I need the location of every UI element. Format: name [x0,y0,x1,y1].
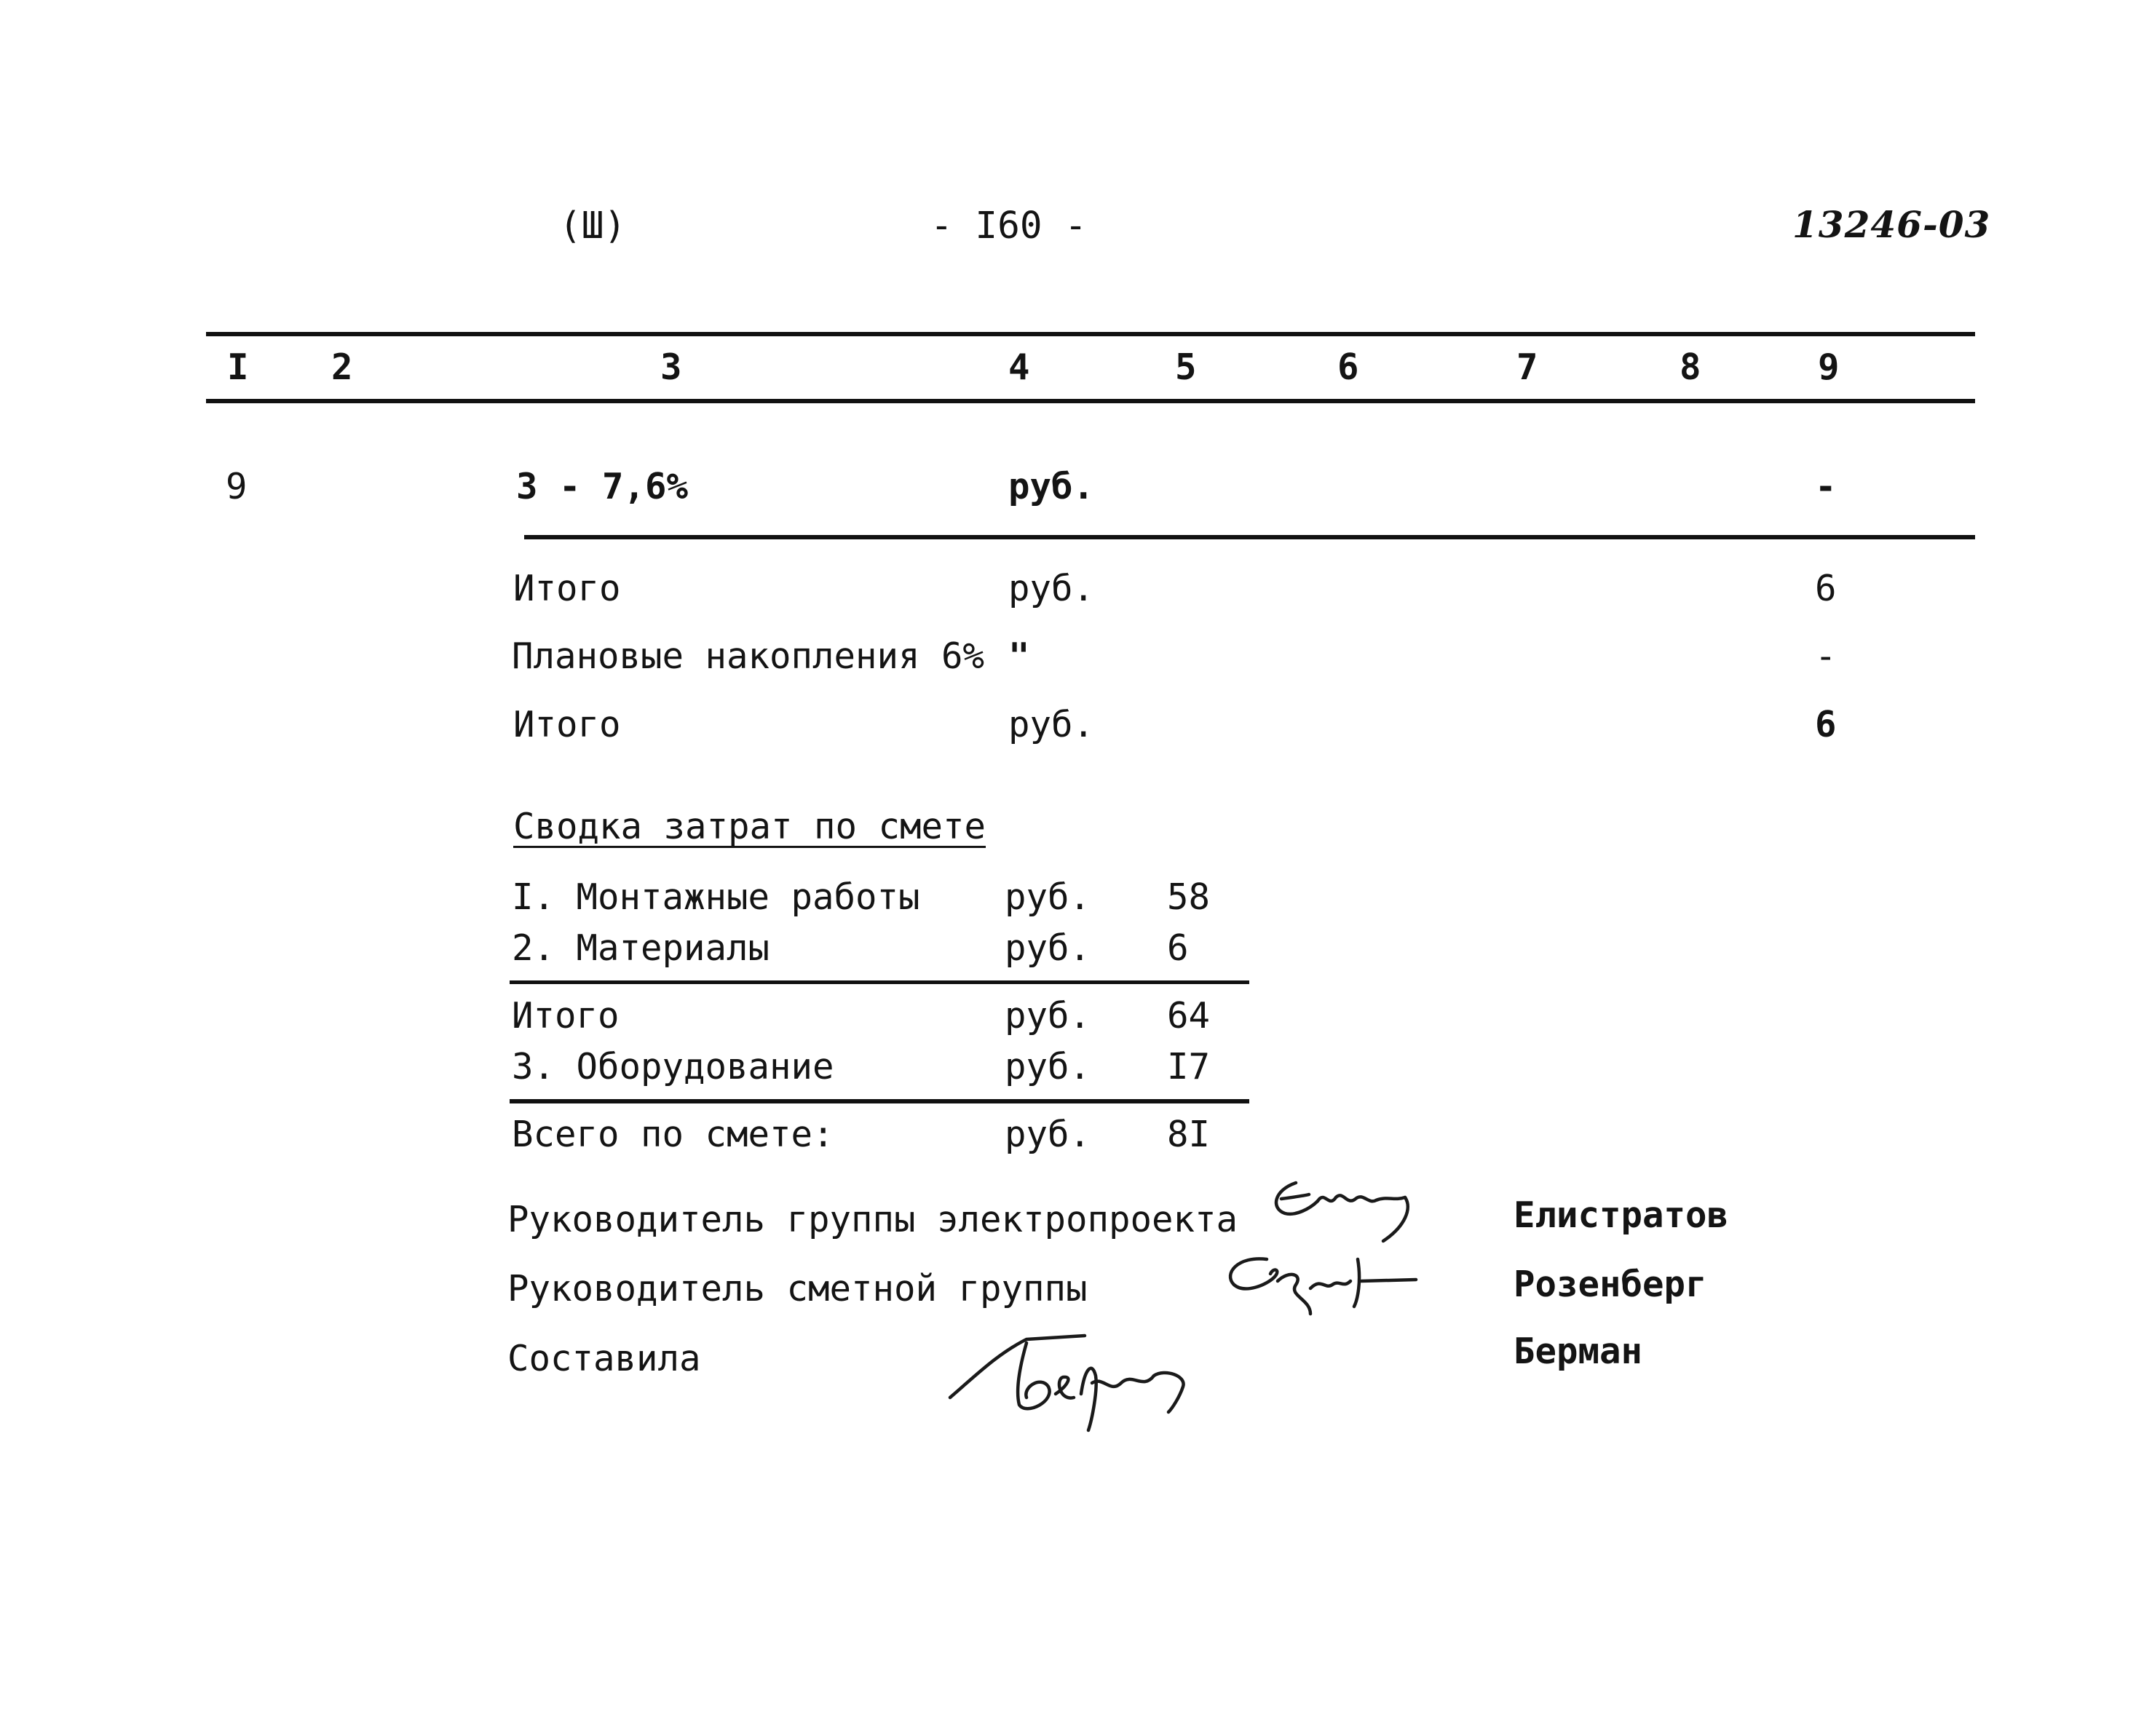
row-unit: руб. [1008,568,1095,609]
summary-item-value: I7 [1167,1046,1211,1087]
section-mark: (Ш) [559,205,627,247]
row-name: Итого [513,704,621,745]
summary-item-unit: руб. [1005,995,1091,1037]
signature-role: Руководитель группы электропроекта [507,1199,1238,1240]
summary-total-name: Всего по смете: [512,1114,834,1155]
summary-item-value: 6 [1167,927,1189,969]
row-value: - [1815,466,1837,507]
row-unit: " [1008,635,1030,677]
table-top-rule [206,332,1975,336]
summary-item-unit: руб. [1005,1046,1091,1087]
row-value: - [1815,635,1837,677]
col-header-6: 6 [1337,346,1359,388]
page-number: - I60 - [930,205,1087,247]
handwritten-signature [1267,1168,1441,1248]
summary-title: Сводка затрат по смете [513,806,986,847]
summary-total-unit: руб. [1005,1114,1091,1155]
summary-rule [510,980,1249,984]
signatory-name: Елистратов [1514,1194,1729,1236]
summary-item-unit: руб. [1005,927,1091,969]
table-header-rule [206,399,1975,403]
handwritten-signature [1216,1245,1427,1325]
row-unit: руб. [1008,704,1095,745]
document-code: 13246-03 [1792,203,1991,246]
summary-total-value: 8I [1167,1114,1211,1155]
col-header-4: 4 [1008,346,1030,388]
summary-item-name: I. Монтажные работы [512,876,920,918]
summary-item-unit: руб. [1005,876,1091,918]
row-value: 6 [1815,568,1837,609]
summary-item-name: 3. Оборудование [512,1046,834,1087]
row-name: Итого [513,568,621,609]
summary-item-name: Итого [512,995,620,1037]
col-header-1: I [227,346,249,388]
col-header-3: 3 [660,346,682,388]
row-value: 6 [1815,704,1837,745]
handwritten-signature [946,1325,1208,1441]
summary-total-rule [510,1099,1249,1103]
signature-role: Составила [507,1338,701,1379]
col-header-9: 9 [1818,346,1840,388]
signatory-name: Розенберг [1514,1264,1707,1305]
subtotal-rule [524,535,1975,539]
row-unit: руб. [1008,466,1095,507]
row-name: Плановые накопления 6% [512,635,985,677]
col-header-7: 7 [1516,346,1538,388]
col-header-2: 2 [331,346,353,388]
row-name: 3 - 7,6% [516,466,689,507]
summary-item-value: 64 [1167,995,1211,1037]
col-header-5: 5 [1175,346,1197,388]
summary-item-value: 58 [1167,876,1211,918]
summary-item-name: 2. Материалы [512,927,770,969]
signature-role: Руководитель сметной группы [507,1268,1088,1309]
row-number: 9 [226,466,248,507]
col-header-8: 8 [1680,346,1701,388]
signatory-name: Берман [1514,1331,1643,1372]
